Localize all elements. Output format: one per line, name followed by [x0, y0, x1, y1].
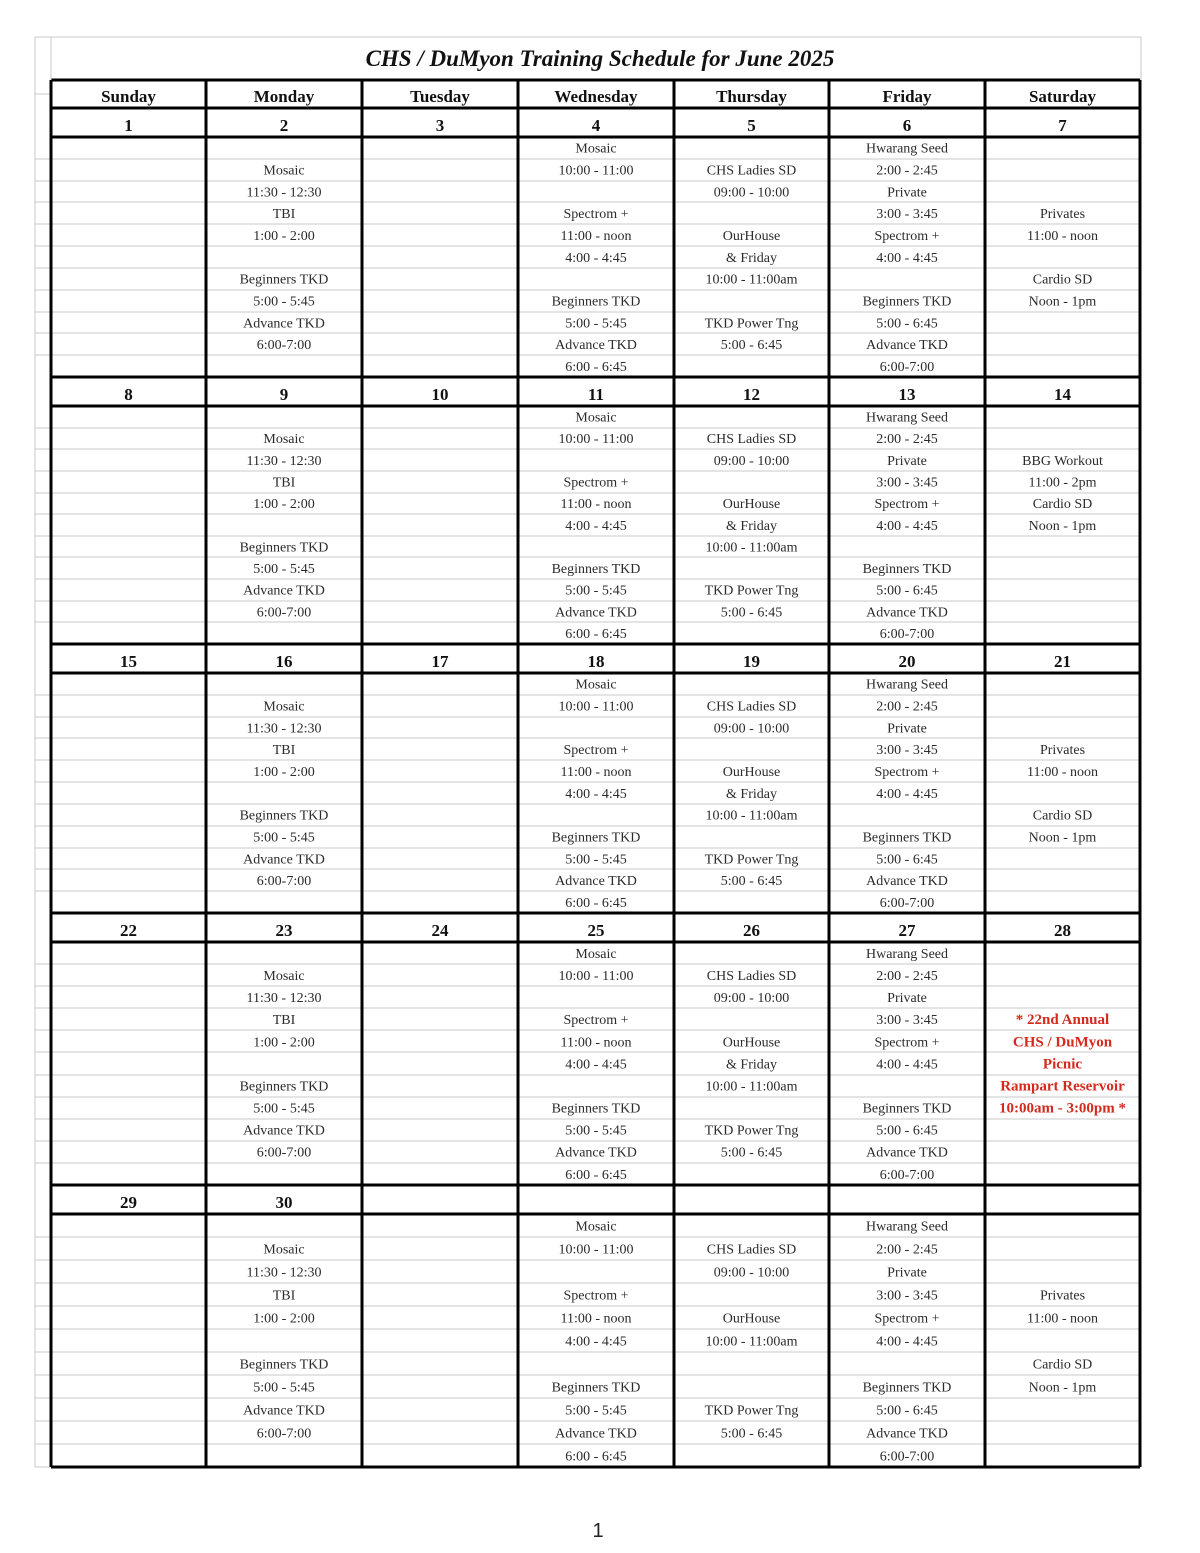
schedule-entry: Noon - 1pm	[1028, 294, 1097, 310]
schedule-entry: 4:00 - 4:45	[565, 786, 627, 802]
schedule-entry: 5:00 - 6:45	[720, 1145, 783, 1161]
date-number: 29	[120, 1193, 137, 1212]
schedule-entry: Mosaic	[575, 410, 617, 426]
schedule-entry: Spectrom +	[563, 1013, 629, 1029]
schedule-entry: Mosaic	[575, 1219, 617, 1235]
schedule-entry: 5:00 - 6:45	[720, 605, 783, 621]
schedule-entry: Cardio SD	[1032, 272, 1093, 288]
schedule-entry: Private	[887, 185, 927, 201]
schedule-entry: Noon - 1pm	[1028, 1380, 1097, 1396]
schedule-entry: Spectrom +	[874, 228, 940, 244]
schedule-entry: Spectrom +	[874, 764, 940, 780]
page-number: 1	[592, 1520, 604, 1542]
schedule-entry: 2:00 - 2:45	[876, 968, 938, 984]
schedule-entry: 10:00 - 11:00	[558, 432, 634, 448]
event-note-text: 10:00am - 3:00pm *	[998, 1100, 1127, 1117]
schedule-entry: 6:00-7:00	[879, 1449, 935, 1465]
schedule-entry: CHS Ladies SD	[706, 432, 797, 448]
schedule-entry: 4:00 - 4:45	[565, 250, 627, 266]
schedule-entry: 6:00-7:00	[256, 874, 312, 890]
schedule-entry: 2:00 - 2:45	[876, 432, 938, 448]
day-header-sunday: Sunday	[101, 87, 156, 106]
schedule-entry: Beginners TKD	[551, 562, 641, 578]
schedule-entry: 5:00 - 5:45	[253, 1101, 315, 1117]
schedule-entry: 10:00 - 11:00am	[705, 1334, 798, 1350]
schedule-entry: 3:00 - 3:45	[876, 207, 938, 223]
schedule-entry: 10:00 - 11:00am	[705, 1079, 798, 1095]
schedule-entry: 6:00-7:00	[879, 626, 935, 642]
date-number: 16	[275, 652, 293, 671]
schedule-entry: 5:00 - 5:45	[565, 1403, 627, 1419]
schedule-entry: 10:00 - 11:00am	[705, 272, 798, 288]
schedule-entry: 11:00 - noon	[560, 497, 632, 513]
schedule-entry: CHS Ladies SD	[706, 968, 797, 984]
schedule-entry: 3:00 - 3:45	[876, 743, 938, 759]
schedule-entry: TKD Power Tng	[704, 852, 799, 868]
schedule-entry: Advance TKD	[555, 1426, 637, 1442]
schedule-entry: 11:00 - noon	[560, 1035, 632, 1051]
schedule-entry: CHS Ladies SD	[706, 699, 797, 715]
schedule-entry: 6:00-7:00	[879, 1167, 935, 1183]
schedule-entry: & Friday	[726, 786, 777, 802]
date-number: 19	[743, 652, 760, 671]
date-number: 2	[279, 116, 289, 135]
schedule-entry: Mosaic	[263, 1242, 305, 1258]
schedule-entry: 5:00 - 5:45	[565, 316, 627, 332]
schedule-entry: 5:00 - 5:45	[565, 852, 627, 868]
schedule-entry: 5:00 - 5:45	[253, 562, 315, 578]
schedule-entry: TBI	[272, 207, 296, 223]
schedule-entry: Advance TKD	[866, 338, 948, 354]
schedule-entry: Mosaic	[263, 699, 305, 715]
schedule-entry: 6:00-7:00	[879, 895, 935, 911]
schedule-entry: & Friday	[726, 250, 777, 266]
date-number: 13	[898, 385, 916, 404]
schedule-entry: OurHouse	[722, 497, 781, 513]
date-number: 14	[1054, 385, 1071, 404]
schedule-entry: Advance TKD	[555, 605, 637, 621]
schedule-entry: TBI	[272, 743, 296, 759]
date-number: 5	[747, 116, 756, 135]
schedule-entry: Spectrom +	[563, 475, 629, 491]
schedule-entry: Advance TKD	[243, 1123, 325, 1139]
schedule-entry: 5:00 - 6:45	[720, 338, 783, 354]
schedule-entry: TKD Power Tng	[704, 1123, 799, 1139]
date-number: 11	[587, 385, 605, 404]
schedule-entry: Advance TKD	[555, 874, 637, 890]
schedule-entry: Spectrom +	[874, 1311, 940, 1327]
schedule-entry: TKD Power Tng	[704, 1403, 799, 1419]
date-number: 22	[120, 921, 137, 940]
schedule-entry: 5:00 - 6:45	[876, 316, 938, 332]
schedule-entry: Spectrom +	[563, 743, 629, 759]
day-header-monday: Monday	[253, 87, 315, 106]
schedule-entry: OurHouse	[722, 228, 781, 244]
schedule-entry: 10:00 - 11:00am	[705, 808, 798, 824]
schedule-entry: Beginners TKD	[551, 830, 641, 846]
date-number: 8	[124, 385, 133, 404]
date-number: 7	[1058, 116, 1067, 135]
schedule-entry: Advance TKD	[243, 316, 325, 332]
date-number: 24	[431, 921, 449, 940]
schedule-entry: Spectrom +	[874, 497, 940, 513]
schedule-entry: Hwarang Seed	[865, 677, 949, 693]
schedule-entry: 2:00 - 2:45	[876, 163, 938, 179]
schedule-entry: Advance TKD	[555, 338, 637, 354]
date-number: 27	[898, 921, 916, 940]
schedule-entry: 1:00 - 2:00	[253, 497, 315, 513]
schedule-entry: Advance TKD	[866, 1426, 948, 1442]
schedule-entry: Noon - 1pm	[1028, 830, 1097, 846]
schedule-entry: Advance TKD	[243, 852, 325, 868]
schedule-entry: CHS Ladies SD	[706, 1242, 797, 1258]
schedule-entry: 4:00 - 4:45	[876, 518, 938, 534]
schedule-entry: OurHouse	[722, 1311, 781, 1327]
schedule-entry: 09:00 - 10:00	[713, 185, 790, 201]
schedule-entry: 6:00-7:00	[879, 359, 935, 375]
schedule-entry: 5:00 - 5:45	[253, 830, 315, 846]
schedule-entry: Advance TKD	[243, 1403, 325, 1419]
date-number: 28	[1054, 921, 1071, 940]
schedule-entry: 6:00-7:00	[256, 1145, 312, 1161]
schedule-entry: Mosaic	[575, 677, 617, 693]
day-header-wednesday: Wednesday	[554, 87, 638, 106]
schedule-entry: 10:00 - 11:00am	[705, 540, 798, 556]
date-number: 17	[431, 652, 449, 671]
date-number: 6	[902, 116, 912, 135]
schedule-entry: 10:00 - 11:00	[558, 968, 634, 984]
schedule-entry: Mosaic	[263, 968, 305, 984]
schedule-entry: 5:00 - 6:45	[876, 852, 938, 868]
schedule-entry: 6:00-7:00	[256, 338, 312, 354]
schedule-entry: 6:00 - 6:45	[565, 895, 627, 911]
schedule-entry: Spectrom +	[563, 207, 629, 223]
schedule-entry: 11:30 - 12:30	[246, 991, 322, 1007]
schedule-entry: & Friday	[726, 1057, 777, 1073]
date-number: 30	[275, 1193, 293, 1212]
schedule-entry: 09:00 - 10:00	[713, 1265, 790, 1281]
schedule-entry: Hwarang Seed	[865, 946, 949, 962]
schedule-entry: Private	[887, 1265, 927, 1281]
schedule-entry: Advance TKD	[866, 874, 948, 890]
schedule-entry: Hwarang Seed	[865, 410, 949, 426]
event-note-text: * 22nd Annual	[1015, 1012, 1110, 1029]
schedule-entry: 10:00 - 11:00	[558, 699, 634, 715]
schedule-entry: 5:00 - 5:45	[565, 1123, 627, 1139]
schedule-entry: Advance TKD	[866, 1145, 948, 1161]
schedule-entry: 2:00 - 2:45	[876, 699, 938, 715]
schedule-entry: 11:00 - noon	[560, 228, 632, 244]
schedule-entry: 11:30 - 12:30	[246, 185, 322, 201]
date-number: 12	[743, 385, 760, 404]
schedule-entry: 4:00 - 4:45	[876, 250, 938, 266]
schedule-entry: Cardio SD	[1032, 1357, 1093, 1373]
schedule-entry: Beginners TKD	[239, 272, 329, 288]
schedule-entry: 4:00 - 4:45	[565, 1057, 627, 1073]
schedule-entry: Beginners TKD	[862, 562, 952, 578]
schedule-entry: Beginners TKD	[551, 1101, 641, 1117]
schedule-entry: 11:30 - 12:30	[246, 1265, 322, 1281]
schedule-entry: 5:00 - 6:45	[720, 1426, 783, 1442]
schedule-entry: 4:00 - 4:45	[565, 1334, 627, 1350]
schedule-entry: 3:00 - 3:45	[876, 1013, 938, 1029]
schedule-entry: 1:00 - 2:00	[253, 764, 315, 780]
date-number: 23	[275, 921, 293, 940]
schedule-entry: Beginners TKD	[862, 1380, 952, 1396]
schedule-entry: 4:00 - 4:45	[876, 786, 938, 802]
schedule-entry: 6:00 - 6:45	[565, 1449, 627, 1465]
schedule-entry: Mosaic	[263, 163, 305, 179]
schedule-entry: Beginners TKD	[862, 294, 952, 310]
schedule-entry: TKD Power Tng	[704, 316, 799, 332]
date-number: 9	[279, 385, 289, 404]
schedule-entry: Beginners TKD	[239, 1357, 329, 1373]
schedule-entry: Private	[887, 721, 927, 737]
schedule-entry: 3:00 - 3:45	[876, 1288, 938, 1304]
schedule-entry: Beginners TKD	[551, 294, 641, 310]
schedule-entry: 11:00 - noon	[560, 764, 632, 780]
schedule-entry: Hwarang Seed	[865, 1219, 949, 1235]
schedule-entry: Beginners TKD	[239, 808, 329, 824]
schedule-entry: Privates	[1039, 1288, 1086, 1304]
schedule-entry: 5:00 - 6:45	[876, 1123, 938, 1139]
schedule-entry: 10:00 - 11:00	[558, 163, 634, 179]
schedule-entry: Noon - 1pm	[1028, 518, 1097, 534]
schedule-entry: 5:00 - 6:45	[720, 874, 783, 890]
day-header-thursday: Thursday	[716, 87, 787, 106]
schedule-entry: Spectrom +	[563, 1288, 629, 1304]
schedule-entry: Cardio SD	[1032, 497, 1093, 513]
schedule-entry: Beginners TKD	[239, 540, 329, 556]
schedule-entry: 4:00 - 4:45	[876, 1334, 938, 1350]
schedule-entry: Advance TKD	[555, 1145, 637, 1161]
schedule-entry: 5:00 - 5:45	[565, 583, 627, 599]
schedule-entry: TBI	[272, 1288, 296, 1304]
schedule-entry: Mosaic	[263, 432, 305, 448]
schedule-entry: Spectrom +	[874, 1035, 940, 1051]
date-number: 1	[124, 116, 133, 135]
schedule-entry: 1:00 - 2:00	[253, 1035, 315, 1051]
event-note-text: Rampart Reservoir	[1000, 1078, 1125, 1095]
date-number: 25	[587, 921, 605, 940]
schedule-entry: 11:00 - noon	[560, 1311, 632, 1327]
schedule-entry: 11:00 - noon	[1026, 764, 1099, 780]
schedule-entry: 5:00 - 6:45	[876, 1403, 938, 1419]
schedule-entry: 5:00 - 5:45	[253, 294, 315, 310]
schedule-entry: TBI	[272, 1013, 296, 1029]
date-number: 10	[431, 385, 449, 404]
schedule-entry: 2:00 - 2:45	[876, 1242, 938, 1258]
schedule-entry: Mosaic	[575, 141, 617, 157]
schedule-entry: 4:00 - 4:45	[876, 1057, 938, 1073]
schedule-entry: TKD Power Tng	[704, 583, 799, 599]
date-number: 4	[591, 116, 601, 135]
date-number: 21	[1054, 652, 1071, 671]
schedule-entry: 6:00 - 6:45	[565, 626, 627, 642]
schedule-entry: 09:00 - 10:00	[713, 721, 790, 737]
schedule-entry: Private	[887, 453, 927, 469]
date-number: 26	[743, 921, 760, 940]
schedule-entry: Mosaic	[575, 946, 617, 962]
schedule-entry: Beginners TKD	[551, 1380, 641, 1396]
schedule-entry: Private	[887, 991, 927, 1007]
day-header-saturday: Saturday	[1028, 87, 1097, 106]
date-number: 18	[587, 652, 605, 671]
schedule-entry: TBI	[272, 475, 296, 491]
schedule-entry: 4:00 - 4:45	[565, 518, 627, 534]
date-number: 20	[898, 652, 916, 671]
schedule-entry: 11:00 - noon	[1026, 1311, 1099, 1327]
schedule-entry: 11:30 - 12:30	[246, 721, 322, 737]
schedule-entry: 1:00 - 2:00	[253, 228, 315, 244]
schedule-entry: Cardio SD	[1032, 808, 1093, 824]
schedule-entry: 09:00 - 10:00	[713, 991, 790, 1007]
schedule-entry: Advance TKD	[866, 605, 948, 621]
schedule-text-layer	[101, 46, 1126, 1542]
day-header-friday: Friday	[882, 87, 932, 106]
schedule-entry: 5:00 - 5:45	[253, 1380, 315, 1396]
schedule-entry: 6:00 - 6:45	[565, 359, 627, 375]
schedule-entry: & Friday	[726, 518, 777, 534]
day-header-tuesday: Tuesday	[410, 87, 470, 106]
schedule-entry: CHS Ladies SD	[706, 163, 797, 179]
schedule-entry: 11:30 - 12:30	[246, 453, 322, 469]
schedule-entry: 6:00 - 6:45	[565, 1167, 627, 1183]
schedule-entry: BBG Workout	[1022, 453, 1103, 469]
schedule-entry: 11:00 - 2pm	[1028, 475, 1097, 491]
schedule-entry: Privates	[1039, 207, 1086, 223]
schedule-entry: Beginners TKD	[239, 1079, 329, 1095]
schedule-entry: Privates	[1039, 743, 1086, 759]
schedule-entry: 6:00-7:00	[256, 1426, 312, 1442]
schedule-entry: Beginners TKD	[862, 1101, 952, 1117]
schedule-entry: 5:00 - 6:45	[876, 583, 938, 599]
schedule-entry: Advance TKD	[243, 583, 325, 599]
schedule-entry: 09:00 - 10:00	[713, 453, 790, 469]
event-note-text: CHS / DuMyon	[1012, 1034, 1113, 1051]
page-title: CHS / DuMyon Training Schedule for June 2025	[365, 46, 835, 71]
schedule-entry: Beginners TKD	[862, 830, 952, 846]
date-number: 3	[435, 116, 445, 135]
schedule-entry: 1:00 - 2:00	[253, 1311, 315, 1327]
schedule-entry: OurHouse	[722, 1035, 781, 1051]
schedule-entry: 3:00 - 3:45	[876, 475, 938, 491]
schedule-entry: Hwarang Seed	[865, 141, 949, 157]
schedule-entry: 11:00 - noon	[1026, 228, 1099, 244]
date-number: 15	[120, 652, 137, 671]
event-note-text: Picnic	[1042, 1056, 1083, 1073]
schedule-entry: OurHouse	[722, 764, 781, 780]
schedule-entry: 10:00 - 11:00	[558, 1242, 634, 1258]
schedule-entry: 6:00-7:00	[256, 605, 312, 621]
